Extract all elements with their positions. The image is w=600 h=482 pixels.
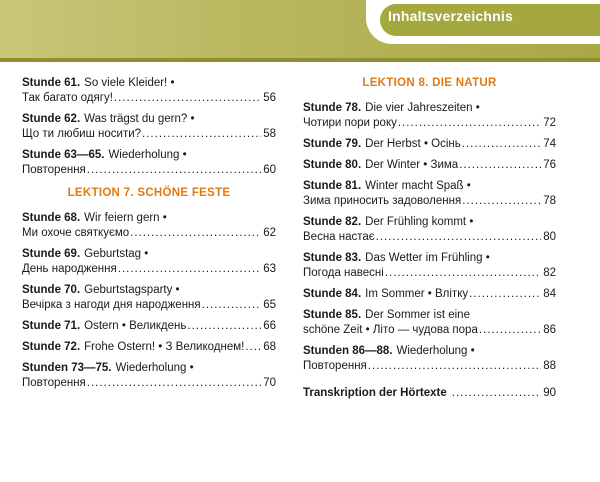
toc-entry-title: Ostern • Великдень <box>84 320 187 332</box>
page-number: 72 <box>543 117 556 129</box>
toc-entry-title: Im Sommer • Влітку <box>365 288 469 300</box>
page-number: 66 <box>263 320 276 332</box>
toc-entry-subtitle: День народження <box>22 263 117 275</box>
toc-entry-label: Stunde 72. <box>22 341 81 353</box>
toc-entry[interactable] <box>22 112 276 142</box>
toc-entry-label: Stunde 61. <box>22 77 81 89</box>
toc-entry-label: Stunde 81. <box>303 180 362 192</box>
page-number: 62 <box>263 227 276 239</box>
leader-dots <box>142 127 261 142</box>
toc-entry[interactable] <box>22 319 276 334</box>
page-number: 63 <box>263 263 276 275</box>
toc-entry-subtitle: Вечірка з нагоди дня народження <box>22 299 201 311</box>
page-number: 74 <box>543 138 556 150</box>
header-band-edge <box>0 58 600 62</box>
leader-dots <box>118 262 261 277</box>
toc-entry-label: Stunde 84. <box>303 288 362 300</box>
page-number: 90 <box>543 387 556 399</box>
toc-entry-title: Wiederholung • <box>115 362 194 374</box>
toc-block-lektion6 <box>22 76 276 178</box>
toc-entry[interactable] <box>22 247 276 277</box>
toc-entry-title: Was trägst du gern? • <box>84 113 195 125</box>
toc-entry-label: Stunde 83. <box>303 252 362 264</box>
toc-entry-title: Winter macht Spaß • <box>365 180 471 192</box>
toc-entry[interactable] <box>22 211 276 241</box>
toc-entry-title: Wir feiern gern • <box>84 212 167 224</box>
page-number: 76 <box>543 159 556 171</box>
leader-dots <box>452 386 541 401</box>
page-number: 60 <box>263 164 276 176</box>
page-number: 82 <box>543 267 556 279</box>
toc-entry[interactable] <box>303 179 556 209</box>
leader-dots <box>479 323 541 338</box>
leader-dots <box>187 319 261 334</box>
toc-entry-subtitle: schöne Zeit • Літо — чудова пора <box>303 324 478 336</box>
toc-entry-label: Stunde 80. <box>303 159 362 171</box>
toc-entry-subtitle: Ми охоче святкуємо <box>22 227 130 239</box>
leader-dots <box>87 163 261 178</box>
toc-block-lektion7 <box>22 211 276 391</box>
leader-dots <box>202 298 262 313</box>
toc-entry[interactable] <box>303 344 556 374</box>
page-number: 78 <box>543 195 556 207</box>
toc-entry-title: Der Sommer ist eine <box>365 309 470 321</box>
header-badge-title: Inhaltsverzeichnis <box>388 8 513 24</box>
page-number: 88 <box>543 360 556 372</box>
toc-entry-title: Die vier Jahreszeiten • <box>365 102 480 114</box>
toc-entry-label: Stunden 73—75. <box>22 362 112 374</box>
toc-entry[interactable] <box>303 215 556 245</box>
toc-entry[interactable] <box>303 137 556 152</box>
toc-entry[interactable] <box>303 158 556 173</box>
leader-dots <box>368 359 541 374</box>
toc-entry-title: Das Wetter im Frühling • <box>365 252 490 264</box>
toc-entry-label: Stunde 85. <box>303 309 362 321</box>
toc-entry-label: Stunde 69. <box>22 248 81 260</box>
toc-entry-label: Stunde 79. <box>303 138 362 150</box>
page-number: 84 <box>543 288 556 300</box>
toc-entry-title: Der Winter • Зима <box>365 159 459 171</box>
toc-left-column <box>22 76 276 397</box>
leader-dots <box>130 226 261 241</box>
page-number: 68 <box>263 341 276 353</box>
toc-entry-title: Geburtstagsparty • <box>84 284 180 296</box>
toc-entry-title: Wiederholung • <box>108 149 187 161</box>
page-number: 70 <box>263 377 276 389</box>
toc-entry[interactable] <box>22 283 276 313</box>
toc-entry[interactable] <box>22 76 276 106</box>
leader-dots <box>385 266 541 281</box>
toc-entry[interactable] <box>303 251 556 281</box>
leader-dots <box>245 340 261 355</box>
toc-entry-label: Stunden 86—88. <box>303 345 393 357</box>
leader-dots <box>398 116 541 131</box>
toc-entry-transcription[interactable] <box>303 386 556 401</box>
toc-entry-subtitle: Повторення <box>303 360 367 372</box>
leader-dots <box>462 194 541 209</box>
toc-entry-subtitle: Чотири пори року <box>303 117 397 129</box>
toc-entry-label: Stunde 68. <box>22 212 81 224</box>
toc-entry-subtitle: Зима приносить задоволення <box>303 195 462 207</box>
toc-entry-title: Der Herbst • Осінь <box>365 138 461 150</box>
toc-block-lektion8 <box>303 101 556 374</box>
leader-dots <box>87 376 261 391</box>
toc-entry-title: Frohe Ostern! • З Великоднем! <box>84 341 245 353</box>
leader-dots <box>376 230 542 245</box>
toc-entry-label: Stunde 63—65. <box>22 149 105 161</box>
leader-dots <box>462 137 541 152</box>
toc-entry-title: So viele Kleider! • <box>84 77 175 89</box>
page-number: 86 <box>543 324 556 336</box>
toc-entry-subtitle: Повторення <box>22 377 86 389</box>
leader-dots <box>114 91 261 106</box>
lektion-8-heading: LEKTION 8. DIE NATUR <box>362 77 497 89</box>
toc-entry[interactable] <box>22 361 276 391</box>
toc-entry-label: Stunde 82. <box>303 216 362 228</box>
toc-entry-title: Der Frühling kommt • <box>365 216 474 228</box>
toc-entry-subtitle: Так багато одягу! <box>22 92 113 104</box>
toc-entry-title: Wiederholung • <box>396 345 475 357</box>
toc-entry-label: Transkription der Hörtexte <box>303 387 447 399</box>
page-number: 58 <box>263 128 276 140</box>
toc-entry-subtitle: Повторення <box>22 164 86 176</box>
leader-dots <box>469 287 541 302</box>
toc-entry[interactable] <box>303 101 556 131</box>
toc-entry[interactable] <box>22 340 276 355</box>
toc-entry-label: Stunde 70. <box>22 284 81 296</box>
lektion-7-heading: LEKTION 7. SCHÖNE FESTE <box>67 187 231 199</box>
leader-dots <box>459 158 541 173</box>
toc-entry-subtitle: Погода навесні <box>303 267 384 279</box>
toc-entry-subtitle: Весна настає <box>303 231 375 243</box>
toc-entry[interactable] <box>303 287 556 302</box>
toc-entry-subtitle: Що ти любиш носити? <box>22 128 142 140</box>
toc-entry[interactable] <box>22 148 276 178</box>
toc-right-column <box>303 76 556 407</box>
page-number: 65 <box>263 299 276 311</box>
toc-entry-label: Stunde 78. <box>303 102 362 114</box>
page-number: 56 <box>263 92 276 104</box>
page-number: 80 <box>543 231 556 243</box>
toc-entry[interactable] <box>303 308 556 338</box>
toc-entry-label: Stunde 62. <box>22 113 81 125</box>
toc-entry-label: Stunde 71. <box>22 320 81 332</box>
toc-entry-title: Geburtstag • <box>84 248 149 260</box>
